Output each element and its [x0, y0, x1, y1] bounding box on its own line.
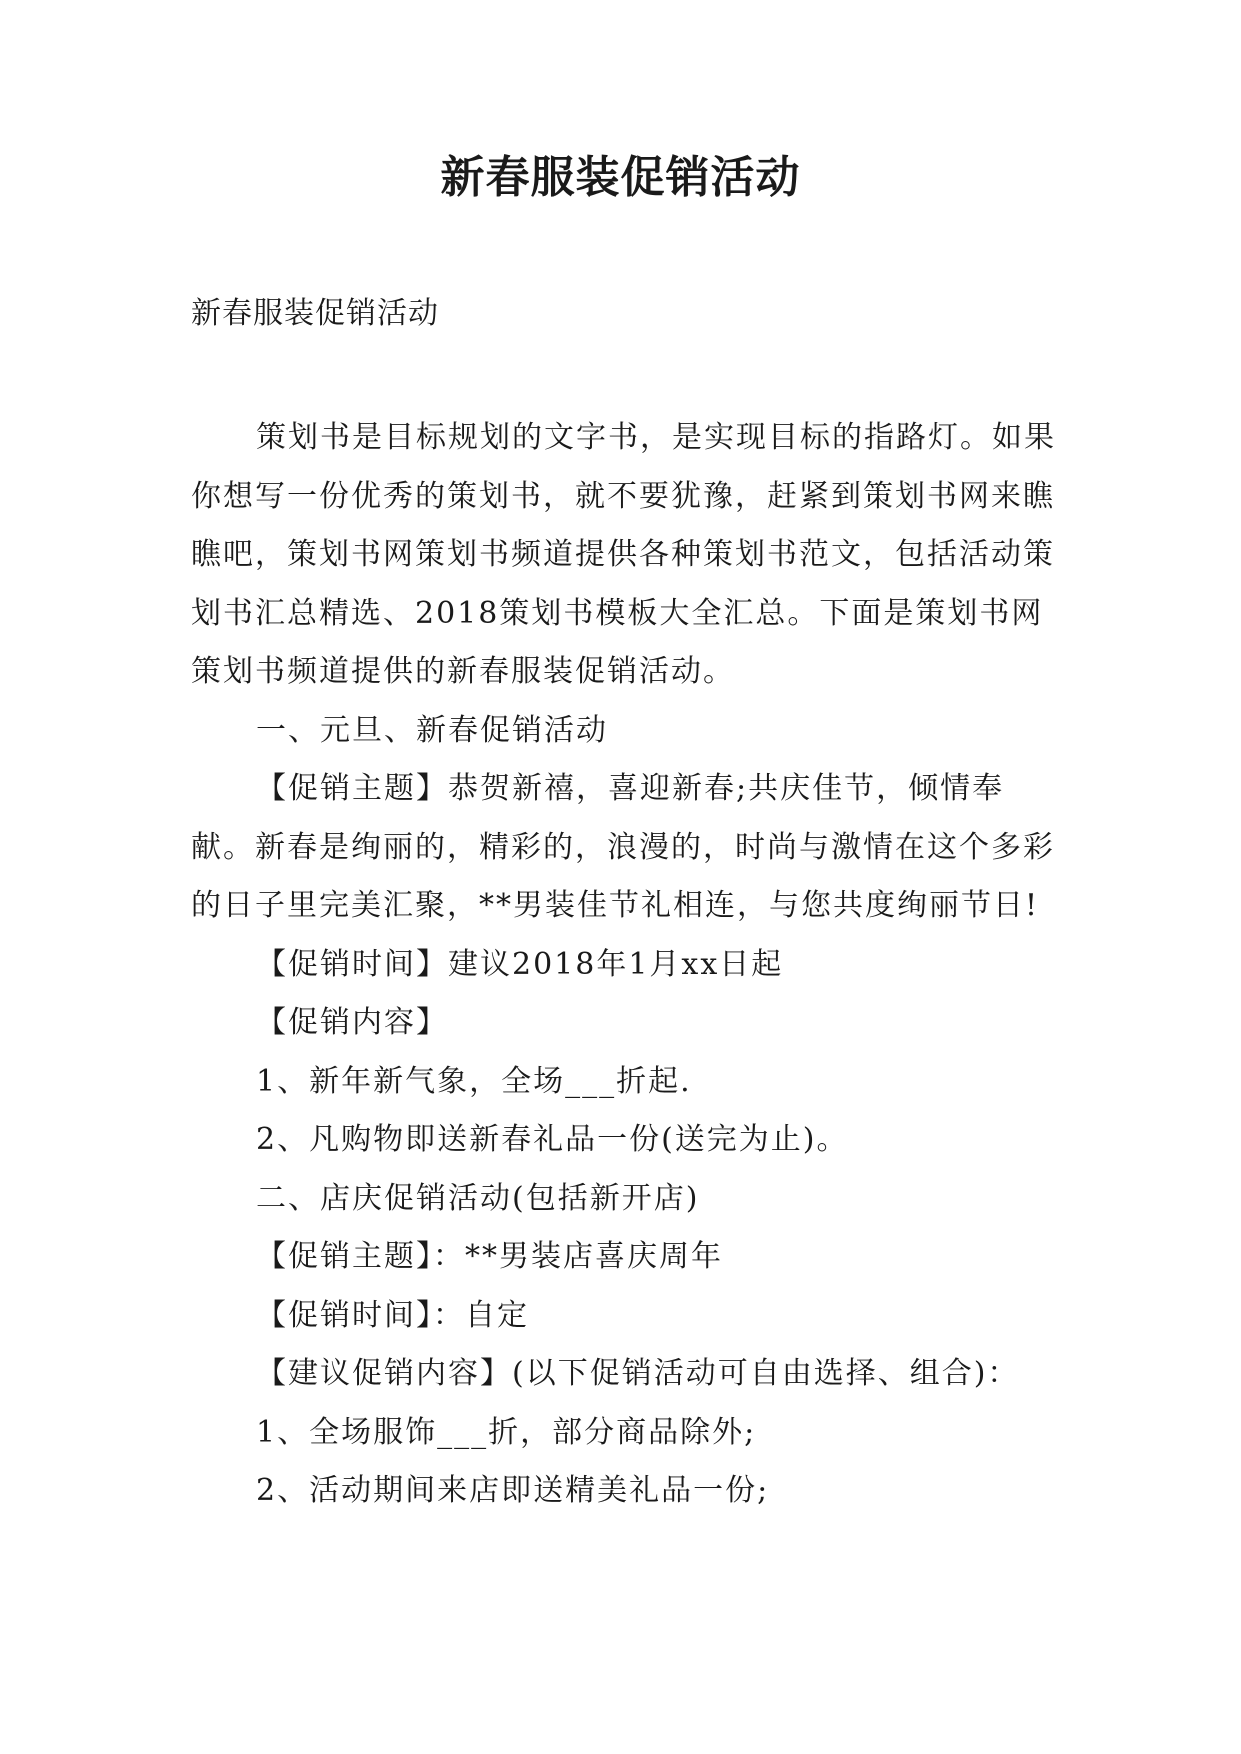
document-title: 新春服装促销活动 [440, 152, 801, 203]
list-item: 1、新年新气象，全场___折起. [256, 1063, 692, 1099]
section-heading-2: 二、店庆促销活动(包括新开店) [256, 1180, 700, 1216]
section-heading-1: 一、元旦、新春促销活动 [256, 712, 608, 748]
document-subtitle: 新春服装促销活动 [191, 296, 439, 331]
paragraph-time-1: 【促销时间】建议2018年1月xx日起 [256, 946, 784, 982]
paragraph-time-2: 【促销时间】：自定 [256, 1297, 529, 1333]
paragraph-theme-1: 【促销主题】恭贺新禧，喜迎新春;共庆佳节，倾情奉献。新春是绚丽的，精彩的，浪漫的，时尚与激情在这个多彩的日子里完美汇聚，**男装佳节礼相连，与您共度绚丽节日! [191, 771, 1055, 923]
paragraph-theme-2: 【促销主题】：**男装店喜庆周年 [256, 1239, 723, 1274]
list-item: 1、全场服饰___折，部分商品除外; [256, 1414, 757, 1450]
paragraph-intro: 策划书是目标规划的文字书，是实现目标的指路灯。如果你想写一份优秀的策划书，就不要犹豫，赶紧到策划书网来瞧瞧吧，策划书网策划书频道提供各种策划书范文，包括活动策划书汇总精选、2018策划书模板大全汇总。下面是策划书网策划书频道提供的新春服装促销活动。 [191, 420, 1056, 689]
paragraph-content-heading-1: 【促销内容】 [256, 1005, 448, 1040]
paragraph-content-heading-2: 【建议促销内容】(以下促销活动可自由选择、组合)： [256, 1356, 1020, 1391]
list-item: 2、活动期间来店即送精美礼品一份; [256, 1473, 770, 1508]
list-item: 2、凡购物即送新春礼品一份(送完为止)。 [256, 1122, 849, 1157]
document-body [191, 409, 1061, 1521]
